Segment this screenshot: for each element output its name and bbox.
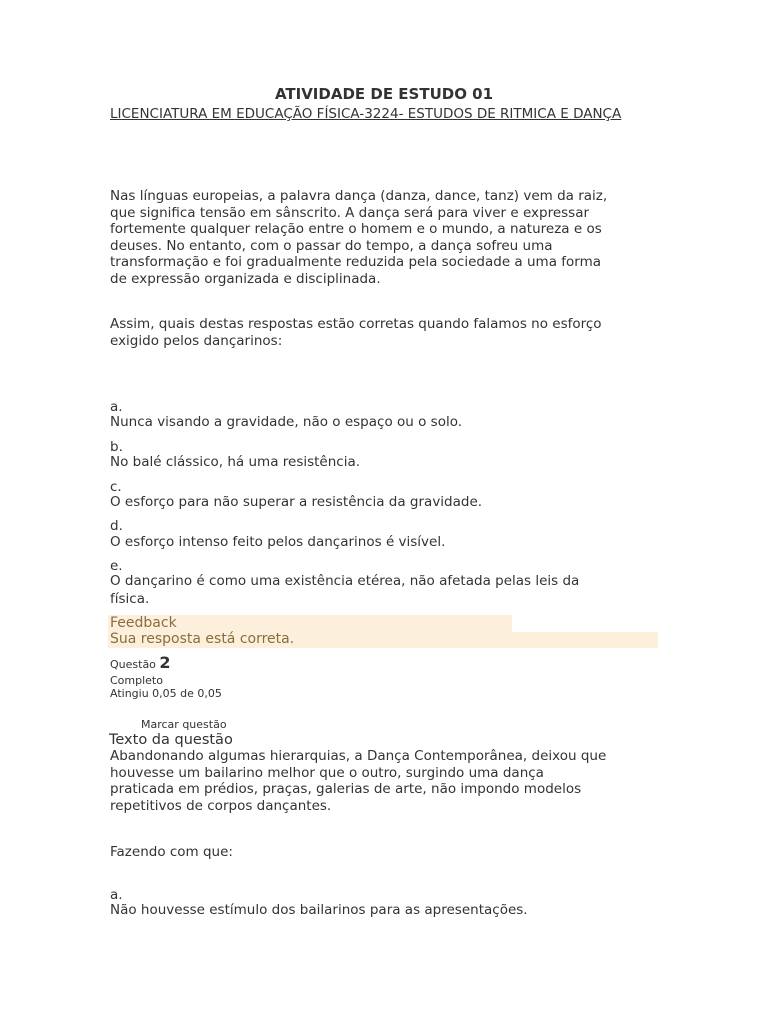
q1-question-line: Assim, quais destas respostas estão corretas quando falamos no esforço [110,316,602,332]
feedback-text: Sua resposta está correta. [110,631,295,647]
q1-intro-line: deuses. No entanto, com o passar do tempo, a dança sofreu uma [110,237,553,254]
option-c-text[interactable]: O esforço para não superar a resistência da gravidade. [110,494,483,510]
q2-intro-line: praticada em prédios, praças, galerias de arte, não impondo modelos [110,781,582,797]
option-e-line: física. [110,590,150,607]
question-label: Questão [110,658,156,671]
q2-intro-line: repetitivos de corpos dançantes. [110,797,332,814]
feedback-title: Feedback [110,615,177,631]
q1-question-line: exigido pelos dançarinos: [110,332,283,349]
q1-question [110,316,658,349]
question-info [110,653,171,672]
option-d-text[interactable]: O esforço intenso feito pelos dançarinos é visível. [110,534,446,550]
q2-intro-line: Abandonando algumas hierarquias, a Dança Contemporânea, deixou que [110,748,607,764]
option-b-letter: b. [110,439,123,455]
question-number: 2 [159,653,171,672]
option-e-line: O dançarino é como uma existência etérea, não afetada pelas leis da [110,573,580,589]
q1-intro-line: fortemente qualquer relação entre o homem e o mundo, a natureza e os [110,221,602,237]
question-grade: Atingiu 0,05 de 0,05 [110,687,222,700]
option-a-text[interactable]: Nunca visando a gravidade, não o espaço ou o solo. [110,414,463,430]
q2-intro-line: houvesse um bailarino melhor que o outro, surgindo uma dança [110,764,544,781]
option-e-letter: e. [110,558,123,574]
q1-intro [110,188,658,287]
option-a-letter: a. [110,399,123,415]
option-d-letter: d. [110,518,123,534]
q2-option-a-text[interactable]: Não houvesse estímulo dos bailarinos para as apresentações. [110,902,528,918]
flag-question-link[interactable]: Marcar questão [141,718,227,731]
q1-intro-line: Nas línguas europeias, a palavra dança (danza, dance, tanz) vem da raiz, [110,188,608,204]
q2-question: Fazendo com que: [110,844,233,860]
question-text-label: Texto da questão [109,732,233,748]
option-b-text[interactable]: No balé clássico, há uma resistência. [110,454,361,470]
q1-intro-line: de expressão organizada e disciplinada. [110,270,381,287]
q2-option-a-letter: a. [110,887,123,903]
option-e-text[interactable] [110,573,658,608]
q1-intro-line: transformação e foi gradualmente reduzida pela sociedade a uma forma [110,254,602,270]
q2-intro [110,748,658,814]
page-title: ATIVIDADE DE ESTUDO 01 [274,85,494,103]
course-subtitle: LICENCIATURA EM EDUCAÇÃO FÍSICA-3224- ESTUDOS DE RITMICA E DANÇA [110,106,622,122]
question-status: Completo [110,674,163,687]
option-c-letter: c. [110,479,122,495]
q1-intro-line: que significa tensão em sânscrito. A dança será para viver e expressar [110,204,590,221]
